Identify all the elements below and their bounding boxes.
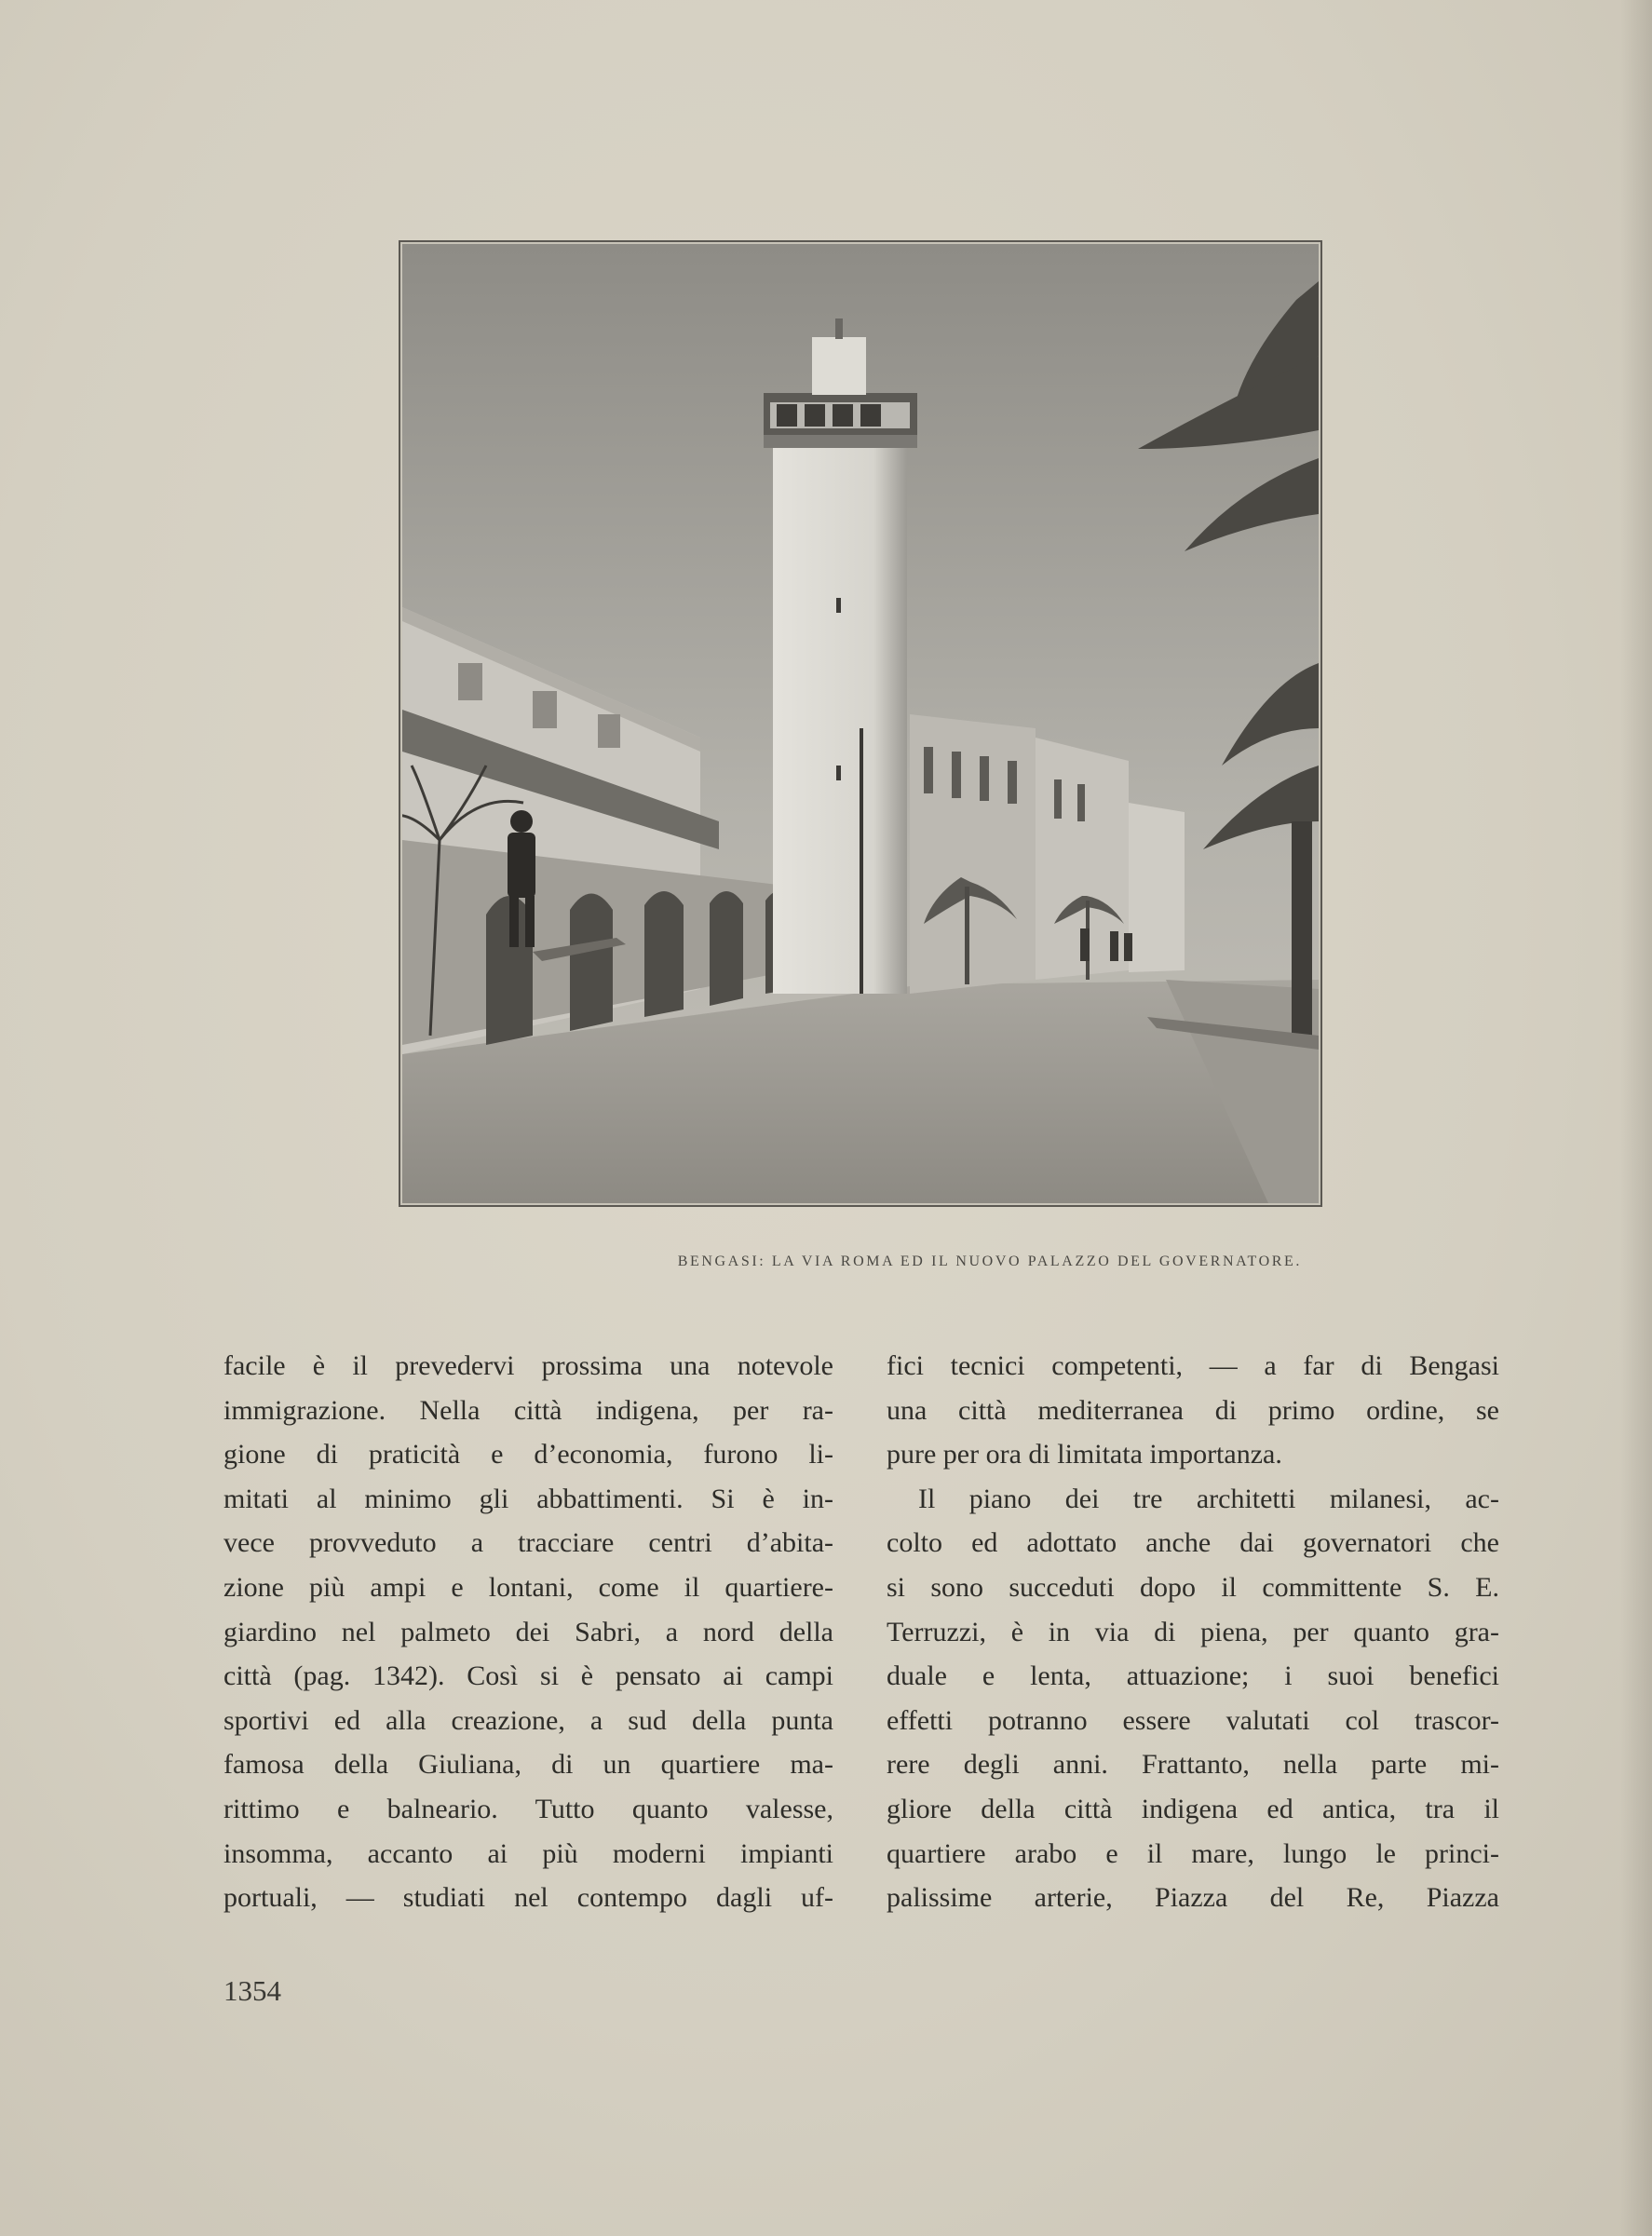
text-line: famosa della Giuliana, di un quartiere ma- xyxy=(223,1749,833,1781)
text-line: facile è il prevedervi prossima una notevole xyxy=(223,1350,833,1381)
text-line: vece provveduto a tracciare centri d’abita- xyxy=(223,1527,833,1559)
text-line: insomma, accanto ai più moderni impianti xyxy=(223,1837,833,1869)
photograph-frame xyxy=(399,240,1322,1207)
text-line: rere degli anni. Frattanto, nella parte mi- xyxy=(887,1749,1499,1781)
text-line: gione di praticità e d’economia, furono li- xyxy=(223,1439,833,1470)
text-line: Il piano dei tre architetti milanesi, ac- xyxy=(918,1483,1499,1514)
text-line: giardino nel palmeto dei Sabri, a nord della xyxy=(223,1616,833,1647)
text-line: rittimo e balneario. Tutto quanto valesse, xyxy=(223,1793,833,1824)
text-line: palissime arterie, Piazza del Re, Piazza xyxy=(887,1882,1499,1914)
text-line: mitati al minimo gli abbattimenti. Si è in- xyxy=(223,1483,833,1514)
text-line: si sono succeduti dopo il committente S. E. xyxy=(887,1571,1499,1603)
text-line: pure per ora di limitata importanza. xyxy=(887,1439,1282,1470)
page-edge-shadow xyxy=(1620,0,1652,2236)
text-line: gliore della città indigena ed antica, tra il xyxy=(887,1793,1499,1824)
right-column xyxy=(887,1344,1499,1920)
text-line: una città mediterranea di primo ordine, se xyxy=(887,1394,1499,1426)
text-line: città (pag. 1342). Così si è pensato ai campi xyxy=(223,1660,833,1692)
text-line: quartiere arabo e il mare, lungo le princi- xyxy=(887,1837,1499,1869)
text-line: Terruzzi, è in via di piena, per quanto gra- xyxy=(887,1616,1499,1647)
text-line: duale e lenta, attuazione; i suoi benefici xyxy=(887,1660,1499,1692)
text-line: sportivi ed alla creazione, a sud della punta xyxy=(223,1704,833,1736)
text-line: immigrazione. Nella città indigena, per ra- xyxy=(223,1394,833,1426)
photo-caption: BENGASI: LA VIA ROMA ED IL NUOVO PALAZZO DEL GOVERNATORE. xyxy=(677,1254,1302,1269)
page-number: 1354 xyxy=(223,1974,281,2007)
text-line: portuali, — studiati nel contempo dagli uf- xyxy=(223,1882,833,1914)
left-column xyxy=(223,1344,833,1920)
text-line: effetti potranno essere valutati col trascor- xyxy=(887,1704,1499,1736)
text-line: colto ed adottato anche dai governatori che xyxy=(887,1527,1499,1559)
text-line: zione più ampi e lontani, come il quartiere- xyxy=(223,1571,833,1603)
photograph-street-minaret-icon xyxy=(402,244,1319,1203)
text-line: fici tecnici competenti, — a far di Bengasi xyxy=(887,1350,1499,1381)
